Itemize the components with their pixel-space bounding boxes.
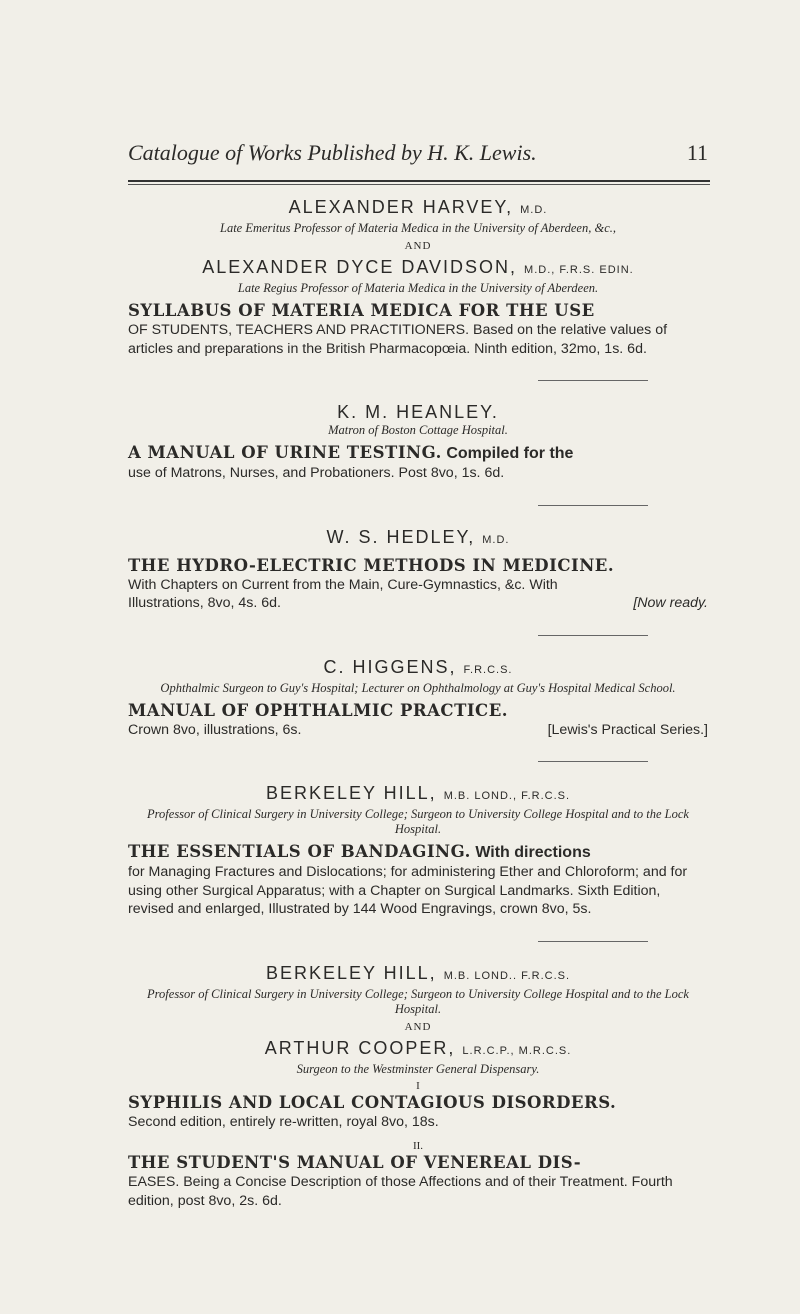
author-role: Late Emeritus Professor of Materia Medica in the University of Aberdeen, &c., — [220, 221, 616, 235]
catalogue-entry-hill-cooper — [128, 962, 708, 1211]
author-degree: F.R.C.S. — [463, 663, 513, 676]
author-degree: M.B. LOND., F.R.C.S. — [443, 790, 571, 802]
author-name — [128, 656, 708, 681]
catalogue-entry-heanley — [128, 401, 708, 483]
book-title: SYPHILIS AND LOCAL CONTAGIOUS DISORDERS. — [128, 1092, 617, 1112]
book-title: SYLLABUS OF MATERIA MEDICA FOR THE USE — [128, 301, 595, 320]
book-title: THE HYDRO-ELECTRIC METHODS IN MEDICINE. — [128, 555, 615, 575]
author-name — [128, 196, 708, 221]
catalogue-entry-hedley — [128, 526, 708, 613]
book-description: for Managing Fractures and Dislocations; for administering Ether and Chloroform; and for using other Surgical Apparatus; with a Chapter on Surgical Landmarks. Sixth Edition, revised and enlarged, Illustrated by 144 Wood Engravings, crown 8vo, 5s. — [128, 864, 688, 917]
book-description: use of Matrons, Nurses, and Probationers. Post 8vo, 1s. 6d. — [128, 465, 505, 481]
author-name-text: ALEXANDER DYCE DAVIDSON, — [202, 257, 518, 277]
entry-separator — [538, 761, 648, 762]
work-number: II. — [412, 1140, 424, 1152]
author-degree: M.D. — [520, 204, 548, 216]
catalogue-entry-higgens — [128, 656, 708, 740]
author-degree: M.D. — [482, 533, 510, 546]
author-name-text: W. S. HEDLEY, — [326, 526, 476, 547]
book-description: With Chapters on Current from the Main, Cure-Gymnastics, &c. With — [128, 576, 558, 593]
catalogue-content — [128, 196, 708, 1210]
availability-note: [Now ready. — [633, 595, 708, 611]
author-role: Late Regius Professor of Materia Medica in the University of Aberdeen. — [237, 281, 599, 295]
series-note: [Lewis's Practical Series.] — [547, 721, 708, 738]
page-number: 11 — [686, 140, 708, 165]
author-name-text: ARTHUR COOPER, — [264, 1037, 456, 1058]
book-title: MANUAL OF OPHTHALMIC PRACTICE. — [128, 700, 509, 720]
book-title — [128, 842, 708, 863]
author-degree: M.D., F.R.S. EDIN. — [524, 264, 634, 276]
catalogue-entry-harvey-davidson — [128, 196, 708, 358]
header-rule — [128, 180, 710, 182]
author-name-text: BERKELEY HILL, — [265, 962, 437, 983]
author-name — [128, 256, 708, 281]
book-title-tail: With directions — [470, 844, 591, 861]
book-description-line — [128, 594, 708, 613]
work-number: I — [416, 1079, 420, 1092]
book-price: Crown 8vo, illustrations, 6s. — [128, 721, 302, 738]
author-name — [128, 962, 708, 987]
author-name — [128, 782, 708, 807]
author-degree: L.R.C.P., M.R.C.S. — [462, 1044, 572, 1057]
running-header — [128, 140, 708, 166]
author-name: K. M. HEANLEY. — [337, 402, 499, 422]
entry-separator — [538, 635, 648, 636]
entry-separator — [538, 380, 648, 381]
and-connector: AND — [404, 1020, 432, 1033]
and-connector: AND — [404, 240, 432, 252]
header-rule-thin — [128, 184, 710, 185]
author-role: Surgeon to the Westminster General Dispensary. — [296, 1061, 540, 1076]
book-title-text: THE ESSENTIALS OF BANDAGING. — [128, 842, 471, 861]
author-name-text: C. HIGGENS, — [323, 656, 457, 677]
author-name-text: ALEXANDER HARVEY, — [288, 197, 514, 217]
book-title-text: A MANUAL OF URINE TESTING. — [128, 443, 442, 462]
entry-separator — [538, 505, 648, 506]
author-degree: M.B. LOND.. F.R.C.S. — [443, 969, 571, 982]
author-role: Professor of Clinical Surgery in University College; Surgeon to University College Hospital and to the Lock Hospital. — [147, 807, 689, 836]
book-description: OF STUDENTS, TEACHERS AND PRACTITIONERS. Based on the relative values of articles and preparations in the British Pharmacopœia. Ninth edition, 32mo, 1s. 6d. — [128, 322, 668, 357]
author-role: Matron of Boston Cottage Hospital. — [328, 423, 508, 437]
catalogue-entry-hill — [128, 782, 708, 919]
entry-separator — [538, 941, 648, 942]
header-title: Catalogue of Works Published by H. K. Lewis. — [128, 140, 537, 165]
book-description: EASES. Being a Concise Description of those Affections and of their Treatment. Fourth edition, post 8vo, 2s. 6d. — [128, 1174, 673, 1209]
book-title-tail: Compiled for the — [441, 445, 574, 462]
author-name-text: BERKELEY HILL, — [265, 783, 437, 803]
book-title: THE STUDENT'S MANUAL OF VENEREAL DIS- — [128, 1153, 582, 1172]
author-role: Ophthalmic Surgeon to Guy's Hospital; Lecturer on Ophthalmology at Guy's Hospital Medical School. — [160, 680, 676, 695]
author-role: Professor of Clinical Surgery in University College; Surgeon to University College Hospital and to the Lock Hospital. — [147, 986, 689, 1016]
book-description-line — [128, 721, 708, 740]
author-name — [128, 1037, 708, 1062]
book-title — [128, 443, 708, 464]
book-price: Illustrations, 8vo, 4s. 6d. — [128, 595, 281, 611]
book-description: Second edition, entirely re-written, royal 8vo, 18s. — [128, 1113, 439, 1130]
author-name — [128, 526, 708, 551]
